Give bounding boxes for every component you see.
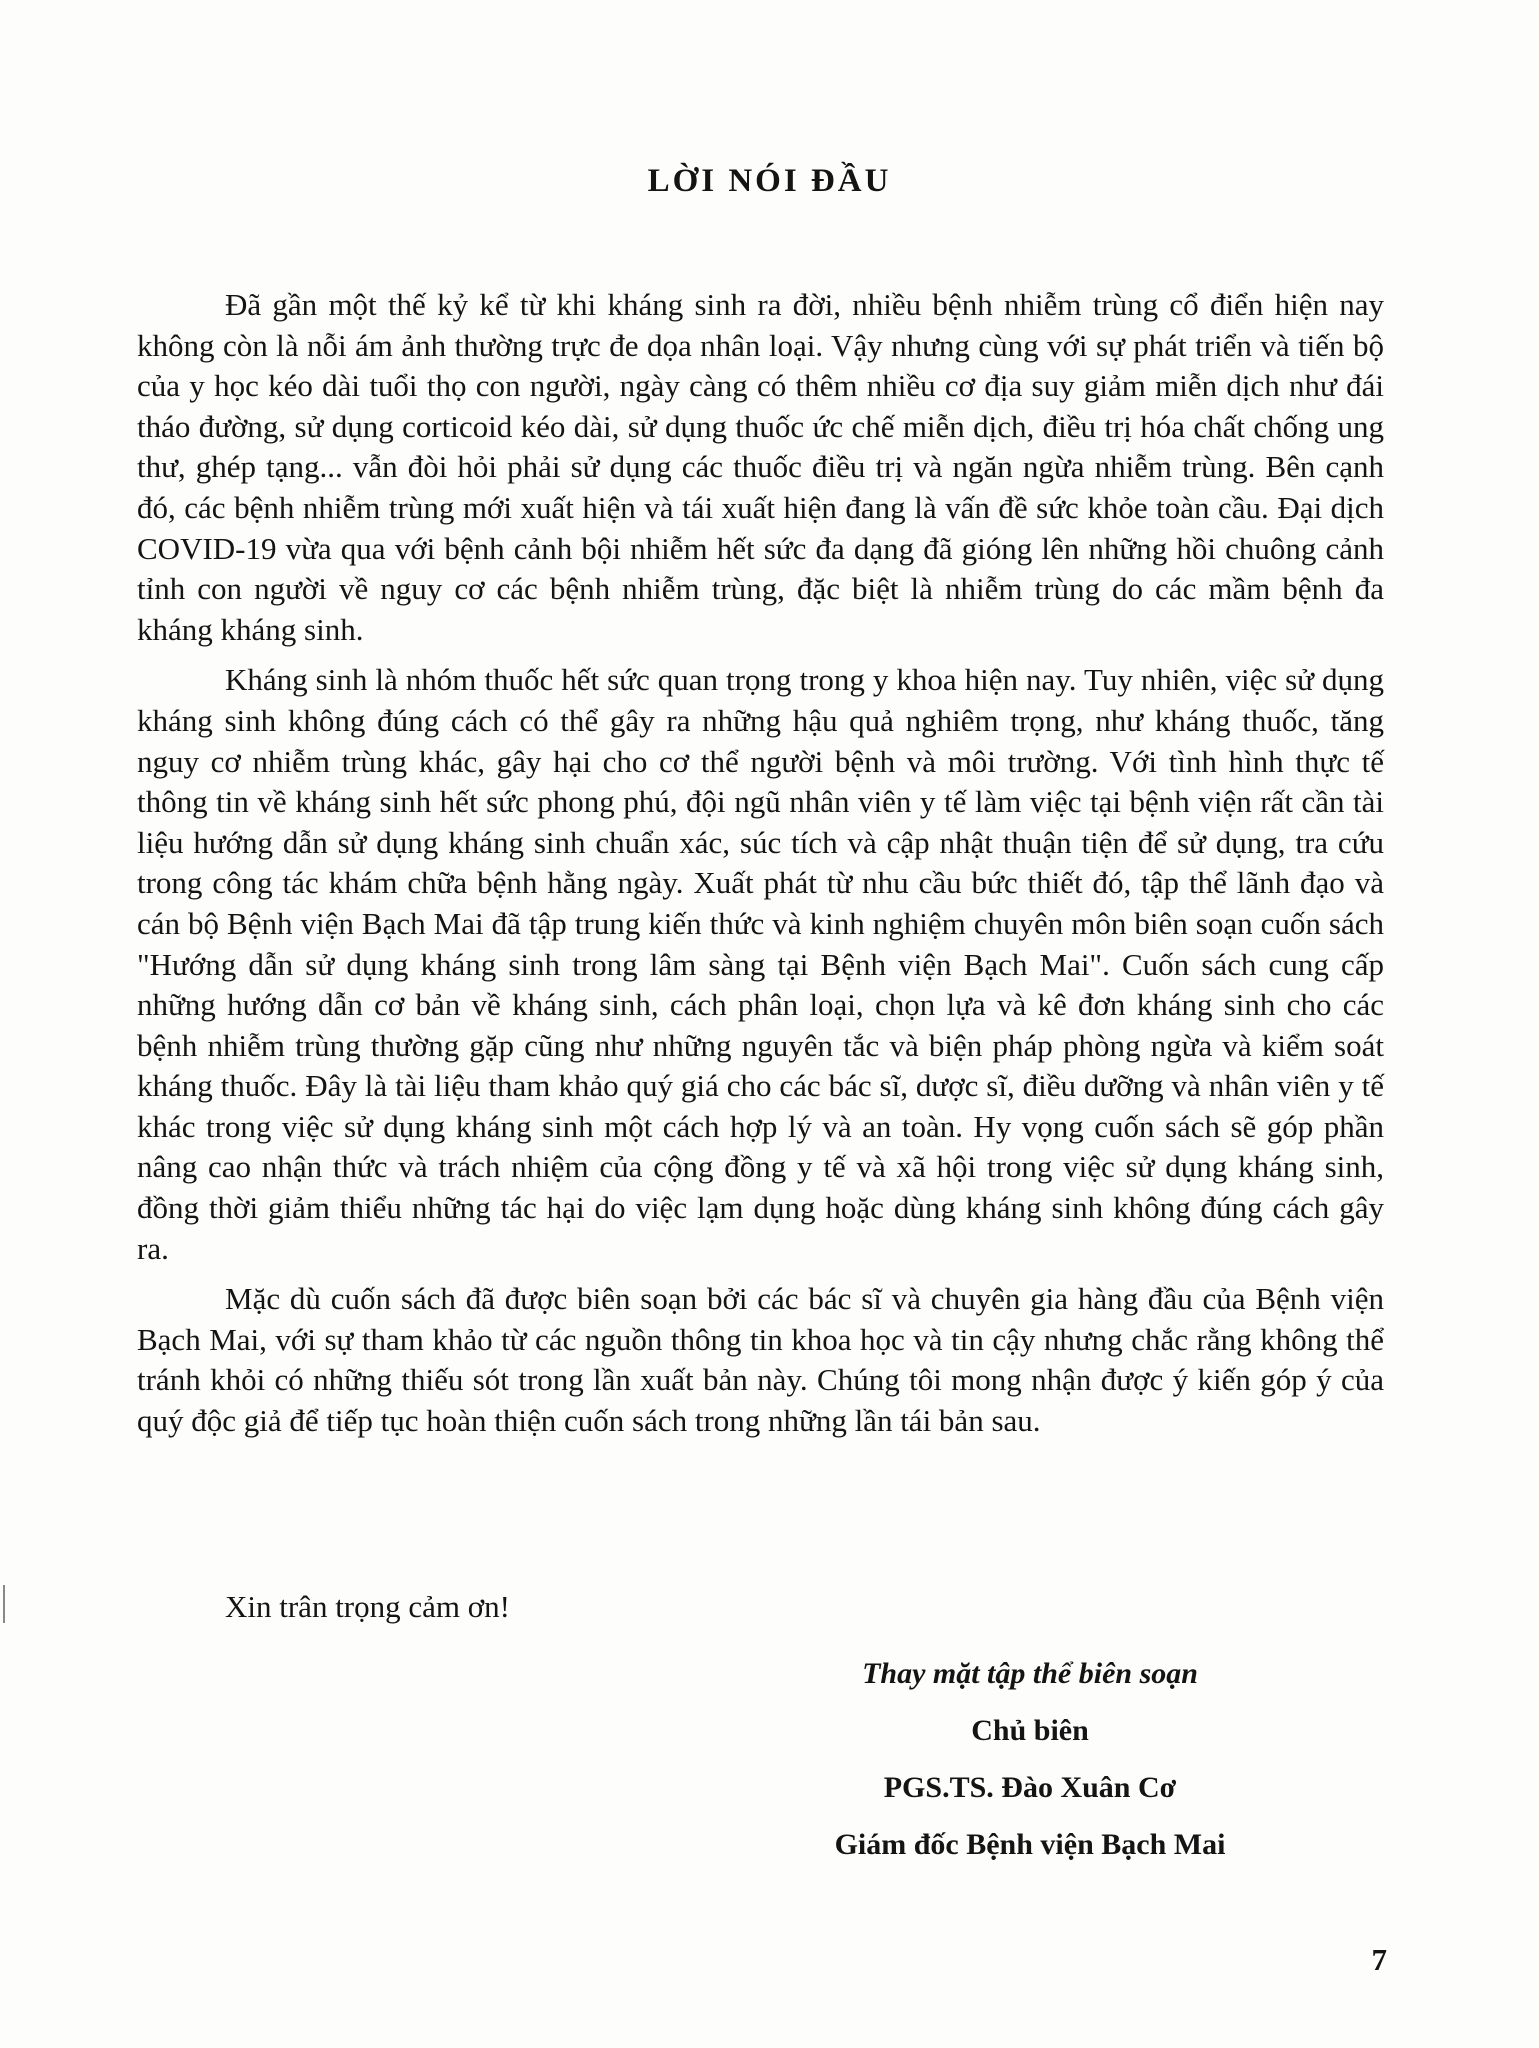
preface-body [137,285,1384,1452]
paragraph-3: Mặc dù cuốn sách đã được biên soạn bởi các bác sĩ và chuyên gia hàng đầu của Bệnh viện Bạch Mai, với sự tham khảo từ các nguồn thông tin khoa học và tin cậy nhưng chắc rằng không thể tránh khỏi có những thiếu sót trong lần xuất bản này. Chúng tôi mong nhận được ý kiến góp ý của quý độc giả để tiếp tục hoàn thiện cuốn sách trong những lần tái bản sau. [137,1281,1384,1439]
scan-margin-mark [3,1585,5,1623]
paragraph-2: Kháng sinh là nhóm thuốc hết sức quan trọng trong y khoa hiện nay. Tuy nhiên, việc sử dụng kháng sinh không đúng cách có thể gây ra những hậu quả nghiêm trọng, như kháng thuốc, tăng nguy cơ nhiễm trùng khác, gây hại cho cơ thể người bệnh và môi trường. Với tình hình thực tế thông tin về kháng sinh hết sức phong phú, đội ngũ nhân viên y tế làm việc tại bệnh viện rất cần tài liệu hướng dẫn sử dụng kháng sinh chuẩn xác, súc tích và cập nhật thuận tiện để sử dụng, tra cứu trong công tác khám chữa bệnh hằng ngày. Xuất phát từ nhu cầu bức thiết đó, tập thể lãnh đạo và cán bộ Bệnh viện Bạch Mai đã tập trung kiến thức và kinh nghiệm chuyên môn biên soạn cuốn sách "Hướng dẫn sử dụng kháng sinh trong lâm sàng tại Bệnh viện Bạch Mai". Cuốn sách cung cấp những hướng dẫn cơ bản về kháng sinh, cách phân loại, chọn lựa và kê đơn kháng sinh cho các bệnh nhiễm trùng thường gặp cũng như những nguyên tắc và biện pháp phòng ngừa và kiểm soát kháng thuốc. Đây là tài liệu tham khảo quý giá cho các bác sĩ, dược sĩ, điều dưỡng và nhân viên y tế khác trong việc sử dụng kháng sinh một cách hợp lý và an toàn. Hy vọng cuốn sách sẽ góp phần nâng cao nhận thức và trách nhiệm của cộng đồng y tế và xã hội trong việc sử dụng kháng sinh, đồng thời giảm thiểu những tác hại do việc lạm dụng hoặc dùng kháng sinh không đúng cách gây ra. [137,662,1384,1266]
signature-role: Chủ biên [971,1714,1089,1747]
closing-line: Xin trân trọng cảm ơn! [225,1589,510,1624]
page-number: 7 [1371,1942,1387,1977]
signature-block [760,1645,1300,1873]
signature-on-behalf: Thay mặt tập thể biên soạn [862,1657,1198,1690]
page-title: LỜI NÓI ĐẦU [647,163,892,199]
signature-name: PGS.TS. Đào Xuân Cơ [883,1771,1177,1804]
paragraph-1: Đã gần một thế kỷ kể từ khi kháng sinh ra đời, nhiều bệnh nhiễm trùng cổ điển hiện nay không còn là nỗi ám ảnh thường trực đe dọa nhân loại. Vậy nhưng cùng với sự phát triển và tiến bộ của y học kéo dài tuổi thọ con người, ngày càng có thêm nhiều cơ địa suy giảm miễn dịch như đái tháo đường, sử dụng corticoid kéo dài, sử dụng thuốc ức chế miễn dịch, điều trị hóa chất chống ung thư, ghép tạng... vẫn đòi hỏi phải sử dụng các thuốc điều trị và ngăn ngừa nhiễm trùng. Bên cạnh đó, các bệnh nhiễm trùng mới xuất hiện và tái xuất hiện đang là vấn đề sức khỏe toàn cầu. Đại dịch COVID-19 vừa qua với bệnh cảnh bội nhiễm hết sức đa dạng đã gióng lên những hồi chuông cảnh tỉnh con người về nguy cơ các bệnh nhiễm trùng, đặc biệt là nhiễm trùng do các mầm bệnh đa kháng kháng sinh. [137,287,1384,647]
signature-position: Giám đốc Bệnh viện Bạch Mai [834,1828,1226,1861]
